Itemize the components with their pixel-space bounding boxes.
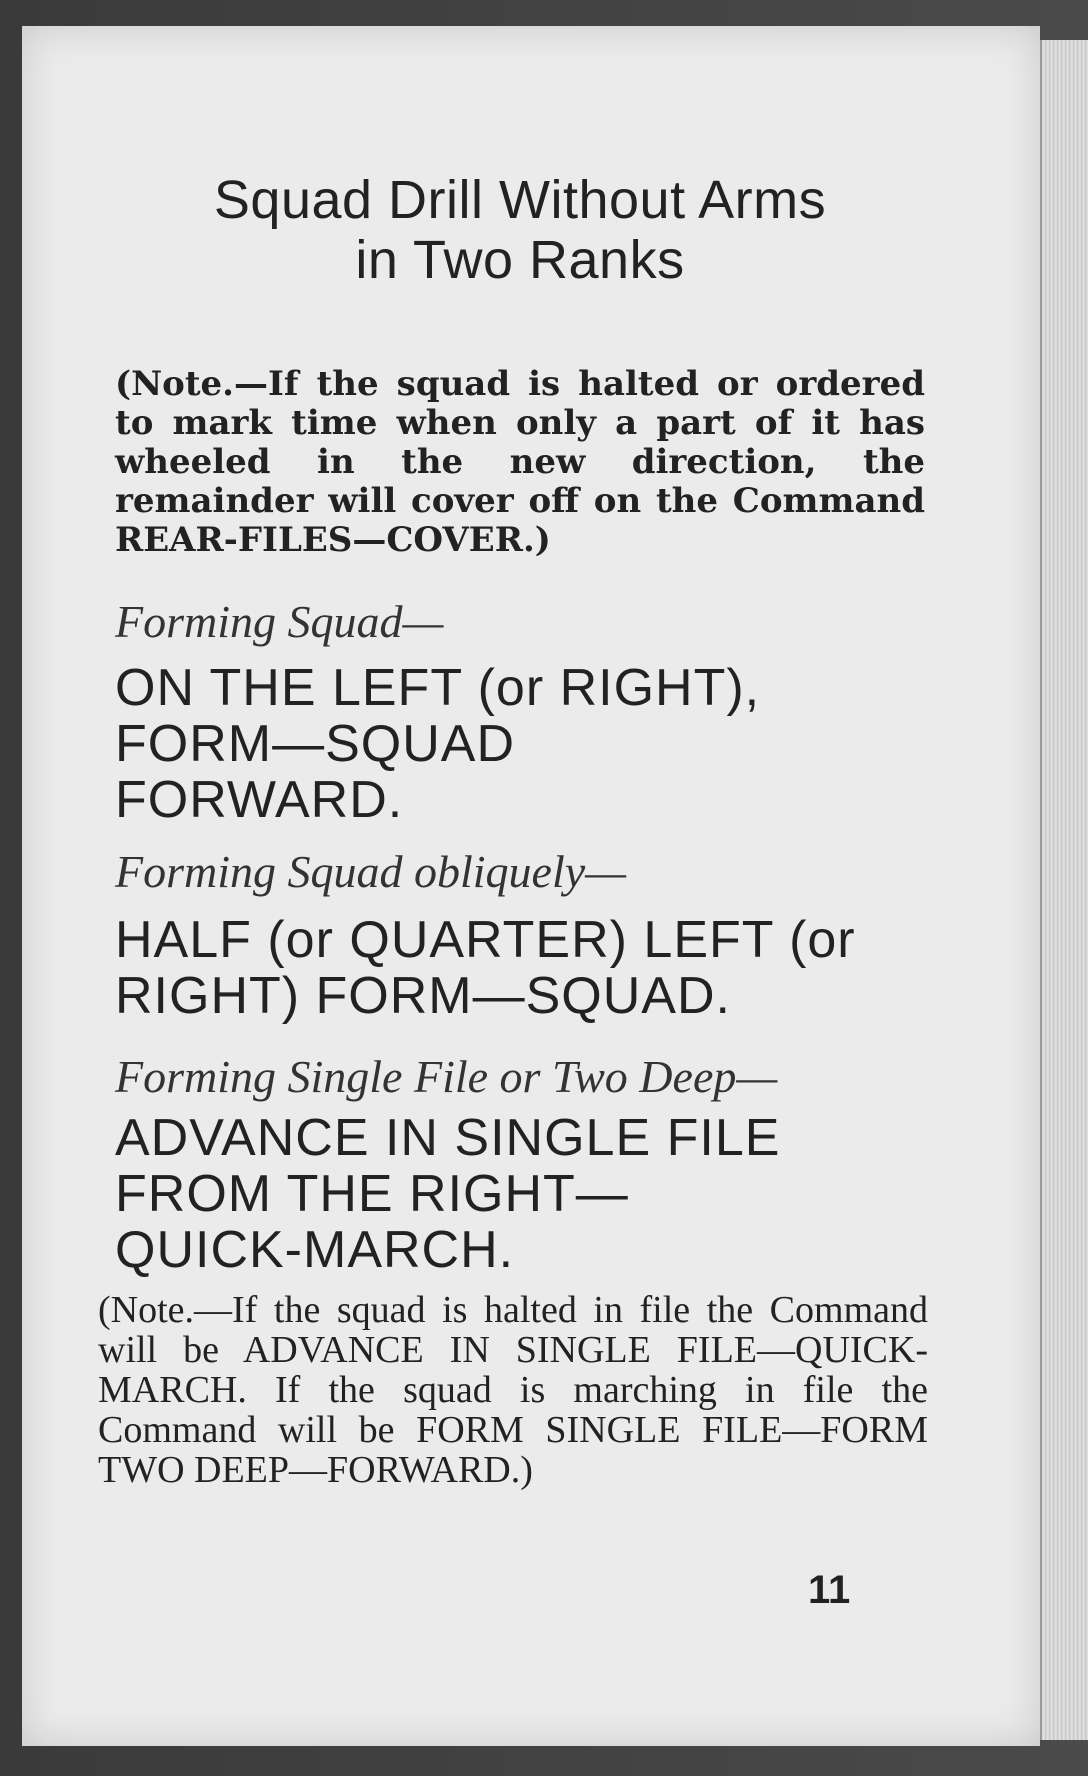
title-line-1: Squad Drill Without Arms [213,170,827,230]
command-block-forming-squad-obliquely [115,912,975,1024]
note-paragraph-2: (Note.—If the squad is halted in file the Command will be ADVANCE IN SINGLE FILE—QUICK-MARCH. If the squad is marching in file the Command will be FORM SINGLE FILE—FORM TWO DEEP—FORWARD.) [98,1289,928,1491]
title-line-2: in Two Ranks [355,230,685,290]
command-line: FROM THE RIGHT— [115,1165,629,1223]
command-line: QUICK-MARCH. [115,1221,515,1279]
page-edges [1040,40,1088,1740]
command-line: HALF (or QUARTER) LEFT (or [115,911,856,969]
command-line: ON THE LEFT (or RIGHT), [115,659,761,717]
command-line: FORWARD. [115,771,404,829]
command-block-forming-single-file [115,1110,975,1278]
page-title [60,170,980,290]
section-heading-forming-single-file: Forming Single File or Two Deep— [115,1051,778,1102]
section-heading-forming-squad: Forming Squad— [115,596,444,647]
command-line: ADVANCE IN SINGLE FILE [115,1109,781,1167]
note-paragraph-1: (Note.—If the squad is halted or ordered to mark time when only a part of it has wheeled in the new direction, the remainder will cover off on the Command REAR-FILES—COVER.) [115,364,925,560]
command-block-forming-squad [115,660,975,828]
page-number: 11 [808,1568,851,1612]
command-line: RIGHT) FORM—SQUAD. [115,967,731,1025]
command-line: FORM—SQUAD [115,715,515,773]
section-heading-forming-squad-obliquely: Forming Squad obliquely— [115,846,627,897]
